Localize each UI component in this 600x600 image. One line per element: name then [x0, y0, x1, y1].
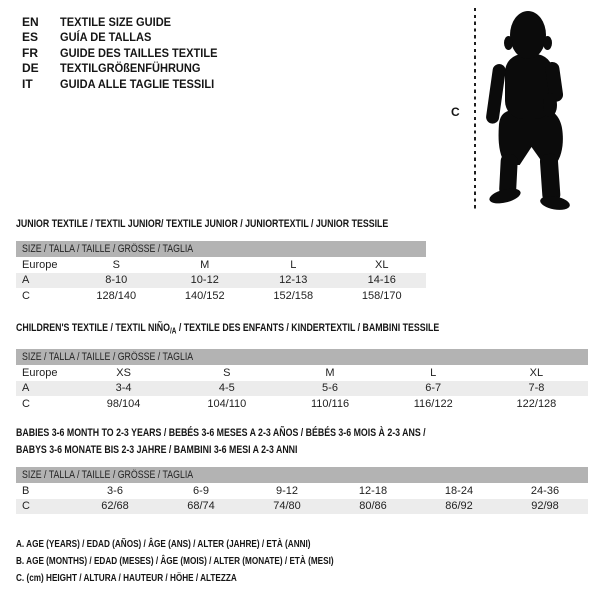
table-row: [16, 365, 588, 381]
language-code: IT: [22, 76, 33, 91]
size-header-bar: [16, 349, 588, 365]
value-cell: 122/128: [516, 397, 557, 410]
value-cell: 12-13: [279, 274, 308, 287]
children-title-subscript: /A: [169, 326, 177, 336]
value-cell: M: [200, 258, 210, 271]
children-table-body: [16, 365, 588, 412]
value-cell: 14-16: [367, 274, 396, 287]
table-row: [16, 273, 426, 289]
size-header-bar: [16, 241, 426, 257]
value-cell: XS: [116, 366, 131, 379]
junior-table-title: [16, 216, 481, 233]
junior-table-body: [16, 257, 426, 304]
size-header-label: SIZE / TALLA / TAILLE / GRÖSSE / TAGLIA: [22, 243, 194, 255]
value-cell: M: [325, 366, 335, 379]
row-label-cell: C: [22, 500, 30, 513]
row-label-cell: Europe: [22, 258, 58, 271]
children-table-title: [16, 320, 545, 340]
value-cell: 128/140: [96, 289, 137, 302]
babies-table-title-line1: BABIES 3-6 MONTH TO 2-3 YEARS / BEBÉS 3-6 MESES A 2-3 AÑOS / BÉBÉS 3-6 MOIS À 2-3 ANS /: [16, 427, 426, 439]
babies-size-table: [16, 467, 588, 514]
value-cell: 3-4: [115, 382, 132, 395]
table-row: [16, 483, 588, 499]
footnote-a-text: A. AGE (YEARS) / EDAD (AÑOS) / ÂGE (ANS) / ALTER (JAHRE) / ETÀ (ANNI): [16, 537, 311, 550]
junior-table-title-text: JUNIOR TEXTILE / TEXTIL JUNIOR/ TEXTILE JUNIOR / JUNIORTEXTIL / JUNIOR TESSILE: [16, 218, 389, 230]
value-cell: 12-18: [358, 484, 388, 497]
children-title-prefix: CHILDREN'S TEXTILE / TEXTIL NIÑO: [16, 322, 170, 334]
value-cell: 6-7: [425, 382, 442, 395]
value-cell: 74/80: [273, 500, 301, 513]
guide-title-de: TEXTILGRÖßENFÜHRUNG: [60, 61, 201, 76]
guide-title-es: GUÍA DE TALLAS: [60, 30, 152, 45]
babies-table-body: [16, 483, 588, 514]
value-cell: 68/74: [187, 500, 215, 513]
language-code: EN: [22, 14, 39, 29]
table-row: [16, 257, 426, 273]
height-measure-label: C: [451, 105, 460, 119]
children-table-title-text: [16, 320, 439, 340]
guide-title-fr: GUIDE DES TAILLES TEXTILE: [60, 45, 218, 60]
size-header-label: SIZE / TALLA / TAILLE / GRÖSSE / TAGLIA: [22, 351, 194, 363]
value-cell: S: [112, 258, 120, 271]
value-cell: 24-36: [530, 484, 560, 497]
footnote-c: [16, 569, 423, 586]
table-row: [16, 381, 588, 397]
height-measure-dotted-line: [474, 8, 476, 212]
value-cell: XL: [529, 366, 544, 379]
language-row-fr: [22, 45, 231, 61]
value-cell: 3-6: [107, 484, 123, 497]
footnote-b: [16, 552, 423, 569]
babies-table-title-line2: BABYS 3-6 MONATE BIS 2-3 JAHRE / BAMBINI 3-6 MESI A 2-3 ANNI: [16, 443, 298, 456]
language-row-it: [22, 76, 231, 92]
language-row-es: [22, 30, 231, 46]
row-label-cell: Europe: [22, 366, 58, 379]
value-cell: 110/116: [310, 397, 350, 410]
size-header-bar: [16, 467, 588, 483]
children-size-table: [16, 349, 588, 412]
row-label-cell: C: [22, 289, 30, 302]
footnote-a: [16, 535, 423, 552]
toddler-silhouette-icon: [483, 6, 579, 212]
value-cell: 62/68: [101, 500, 129, 513]
value-cell: 92/98: [531, 500, 559, 513]
row-label-cell: B: [22, 484, 30, 497]
value-cell: 86/92: [445, 500, 473, 513]
value-cell: 18-24: [444, 484, 474, 497]
value-cell: 158/170: [361, 289, 402, 302]
row-label-cell: C: [22, 397, 30, 410]
value-cell: 7-8: [528, 382, 545, 395]
language-code: ES: [22, 30, 39, 45]
value-cell: L: [430, 366, 437, 379]
language-title-list: [22, 14, 231, 92]
language-code: FR: [22, 45, 38, 60]
size-header-label: SIZE / TALLA / TAILLE / GRÖSSE / TAGLIA: [22, 469, 194, 481]
row-label-cell: A: [22, 274, 30, 287]
value-cell: 140/152: [184, 289, 225, 302]
value-cell: 104/110: [207, 397, 247, 410]
value-cell: 9-12: [275, 484, 299, 497]
guide-title-it: GUIDA ALLE TAGLIE TESSILI: [60, 76, 215, 91]
value-cell: 116/122: [413, 397, 453, 410]
value-cell: XL: [375, 258, 389, 271]
value-cell: 8-10: [105, 274, 128, 287]
value-cell: L: [290, 258, 297, 271]
table-row: [16, 499, 588, 515]
children-title-suffix: / TEXTILE DES ENFANTS / KINDERTEXTIL / BAMBINI TESSILE: [176, 322, 440, 334]
footnote-c-text: C. (cm) HEIGHT / ALTURA / HAUTEUR / HÖHE / ALTEZZA: [16, 571, 237, 584]
footnote-b-text: B. AGE (MONTHS) / EDAD (MESES) / ÂGE (MOIS) / ALTER (MONATE) / ETÀ (MESI): [16, 554, 334, 567]
legend-footnotes: [16, 535, 423, 586]
babies-table-title: [16, 425, 528, 458]
language-code: DE: [22, 61, 39, 76]
row-label-cell: A: [22, 382, 30, 395]
value-cell: 6-9: [193, 484, 209, 497]
value-cell: 5-6: [322, 382, 338, 395]
table-row: [16, 288, 426, 304]
table-row: [16, 396, 588, 412]
value-cell: 10-12: [190, 274, 219, 287]
value-cell: 152/158: [273, 289, 314, 302]
guide-title-en: TEXTILE SIZE GUIDE: [60, 14, 172, 29]
value-cell: S: [223, 366, 231, 379]
language-row-de: [22, 61, 231, 77]
junior-size-table: [16, 241, 426, 304]
language-row-en: [22, 14, 231, 30]
value-cell: 80/86: [359, 500, 387, 513]
value-cell: 98/104: [106, 397, 141, 410]
value-cell: 4-5: [218, 382, 235, 395]
